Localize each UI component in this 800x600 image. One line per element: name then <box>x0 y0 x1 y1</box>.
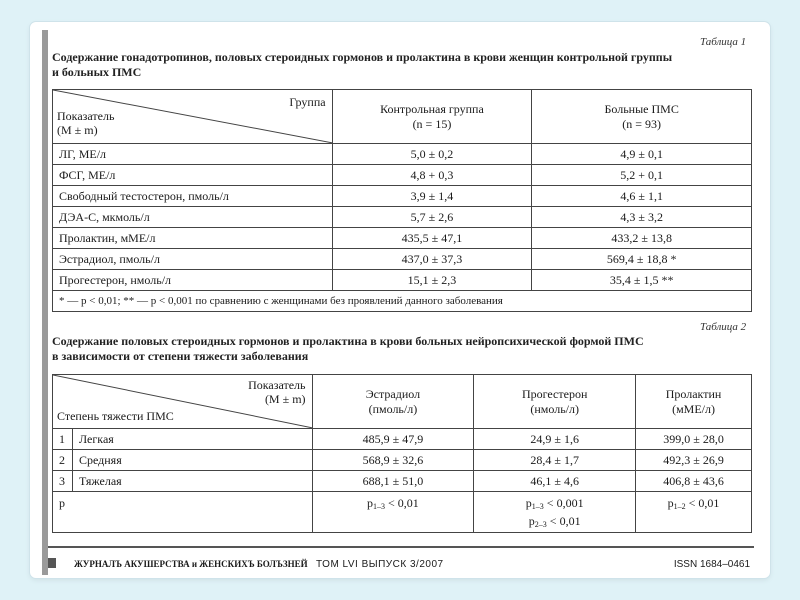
p-symbol: p <box>667 496 674 510</box>
table-row <box>53 144 752 165</box>
table-row <box>53 249 752 270</box>
p-value: < 0,001 <box>543 496 584 510</box>
footer-journal-name: ЖУРНАЛЪ АКУШЕРСТВА и ЖЕНСКИХЪ БОЛЪЗНЕЙ <box>74 559 308 569</box>
table1-label: Таблица 1 <box>700 36 747 48</box>
table2-p-row <box>53 492 752 533</box>
p-row-prolactin <box>636 492 752 533</box>
row-name: Эстрадиол, пмоль/л <box>53 249 333 270</box>
table-row <box>53 429 752 450</box>
footer-issn: ISSN 1684–0461 <box>673 559 750 570</box>
row-pms-value: 4,6 ± 1,1 <box>532 186 752 207</box>
row-control-value: 435,5 ± 47,1 <box>332 228 532 249</box>
row-number: 2 <box>53 450 73 471</box>
row-number: 1 <box>53 429 73 450</box>
row-control-value: 5,0 ± 0,2 <box>332 144 532 165</box>
row-name: Легкая <box>72 429 312 450</box>
row-control-value: 5,7 ± 2,6 <box>332 207 532 228</box>
p-subscript: 1–2 <box>673 502 686 511</box>
table1-header-group: Группа <box>289 95 326 109</box>
row-name: Тяжелая <box>72 471 312 492</box>
row-pms-value: 4,3 ± 3,2 <box>532 207 752 228</box>
table1-header-pms-label: Больные ПМС <box>604 101 679 116</box>
table-row <box>53 450 752 471</box>
table1-header-control-label: Контрольная группа <box>380 101 484 116</box>
table1-header-control-n: (n = 15) <box>412 116 452 131</box>
p-value: < 0,01 <box>546 514 581 528</box>
row-control-value: 3,9 ± 1,4 <box>332 186 532 207</box>
table1-header-pms <box>532 90 752 144</box>
table2-header-progesterone-label: Прогестерон <box>522 386 588 401</box>
table-row <box>53 471 752 492</box>
table2-header-progesterone <box>474 375 636 429</box>
table1 <box>52 89 752 312</box>
table2-header-estradiol-unit: (пмоль/л) <box>368 401 418 416</box>
row-estradiol-value: 485,9 ± 47,9 <box>312 429 474 450</box>
row-number: 3 <box>53 471 73 492</box>
table-row <box>53 270 752 291</box>
table1-header-control <box>332 90 532 144</box>
row-name: ДЭА-С, мкмоль/л <box>53 207 333 228</box>
table2-header-estradiol-label: Эстрадиол <box>365 386 421 401</box>
row-estradiol-value: 568,9 ± 32,6 <box>312 450 474 471</box>
table1-header-pms-n: (n = 93) <box>622 116 662 131</box>
table2-header-estradiol <box>312 375 474 429</box>
row-progesterone-value: 46,1 ± 4,6 <box>474 471 636 492</box>
table2-label: Таблица 2 <box>700 321 747 333</box>
row-control-value: 437,0 ± 37,3 <box>332 249 532 270</box>
table1-note-row <box>53 291 752 312</box>
row-name: Свободный тестостерон, пмоль/л <box>53 186 333 207</box>
table2-title <box>52 334 752 364</box>
p-row-progesterone <box>474 492 636 533</box>
table2 <box>52 374 752 533</box>
row-progesterone-value: 24,9 ± 1,6 <box>474 429 636 450</box>
table2-header-row <box>53 375 752 429</box>
journal-footer <box>48 546 754 578</box>
table2-header-progesterone-unit: (нмоль/л) <box>530 401 579 416</box>
row-progesterone-value: 28,4 ± 1,7 <box>474 450 636 471</box>
p-value: < 0,01 <box>385 496 419 510</box>
p-row-label: p <box>53 492 313 533</box>
table1-title-line2: и больных ПМС <box>52 65 142 79</box>
p-line <box>480 514 629 532</box>
row-estradiol-value: 688,1 ± 51,0 <box>312 471 474 492</box>
table-row <box>53 228 752 249</box>
row-pms-value: 35,4 ± 1,5 ** <box>532 270 752 291</box>
p-subscript: 1–3 <box>531 502 544 511</box>
p-symbol: p <box>525 496 532 510</box>
row-prolactin-value: 492,3 ± 26,9 <box>636 450 752 471</box>
table1-diagonal-header-cell <box>53 90 333 144</box>
footer-volume: ТОМ LVI ВЫПУСК 3/2007 <box>316 559 444 570</box>
row-pms-value: 569,4 ± 18,8 * <box>532 249 752 270</box>
p-row-estradiol <box>312 492 474 533</box>
table1-header-row <box>53 90 752 144</box>
row-prolactin-value: 399,0 ± 28,0 <box>636 429 752 450</box>
p-subscript: 1–3 <box>373 502 386 511</box>
row-name: Средняя <box>72 450 312 471</box>
row-name: Прогестерон, нмоль/л <box>53 270 333 291</box>
table-row <box>53 165 752 186</box>
table1-title-line1: Содержание гонадотропинов, половых стероидных гормонов и пролактина в крови женщин контрольной группы <box>52 50 673 64</box>
row-pms-value: 433,2 ± 13,8 <box>532 228 752 249</box>
row-name: ЛГ, МЕ/л <box>53 144 333 165</box>
p-value: < 0,01 <box>685 496 720 510</box>
row-name: Пролактин, мМЕ/л <box>53 228 333 249</box>
table2-header-indicator: Показатель <box>248 378 306 392</box>
footer-square-icon <box>48 558 56 568</box>
table1-title <box>52 50 752 80</box>
table2-header-severity: Степень тяжести ПМС <box>57 409 174 423</box>
row-control-value: 4,8 + 0,3 <box>332 165 532 186</box>
table2-header-prolactin-unit: (мМЕ/л) <box>672 401 715 416</box>
p-symbol: p <box>367 496 374 510</box>
row-pms-value: 5,2 + 0,1 <box>532 165 752 186</box>
table2-header-indicator-unit: (M ± m) <box>264 392 306 406</box>
table2-header-prolactin-label: Пролактин <box>665 386 722 401</box>
row-prolactin-value: 406,8 ± 43,6 <box>636 471 752 492</box>
table2-title-line2: в зависимости от степени тяжести заболевания <box>52 349 309 363</box>
p-subscript: 2–3 <box>534 520 547 529</box>
table2-title-line1: Содержание половых стероидных гормонов и пролактина в крови больных нейропсихической формой ПМС <box>52 334 644 348</box>
p-symbol: p <box>528 514 535 528</box>
row-pms-value: 4,9 ± 0,1 <box>532 144 752 165</box>
row-control-value: 15,1 ± 2,3 <box>332 270 532 291</box>
table1-header-indicator: Показатель <box>57 109 115 123</box>
row-name: ФСГ, МЕ/л <box>53 165 333 186</box>
table2-header-prolactin <box>636 375 752 429</box>
table-row <box>53 207 752 228</box>
table2-diagonal-header-cell <box>53 375 313 429</box>
p-line <box>480 496 629 514</box>
table-row <box>53 186 752 207</box>
table1-note: * — p < 0,01; ** — p < 0,001 по сравнению с женщинами без проявлений данного заболевания <box>53 291 752 312</box>
table1-header-indicator-unit: (M ± m) <box>57 123 98 137</box>
